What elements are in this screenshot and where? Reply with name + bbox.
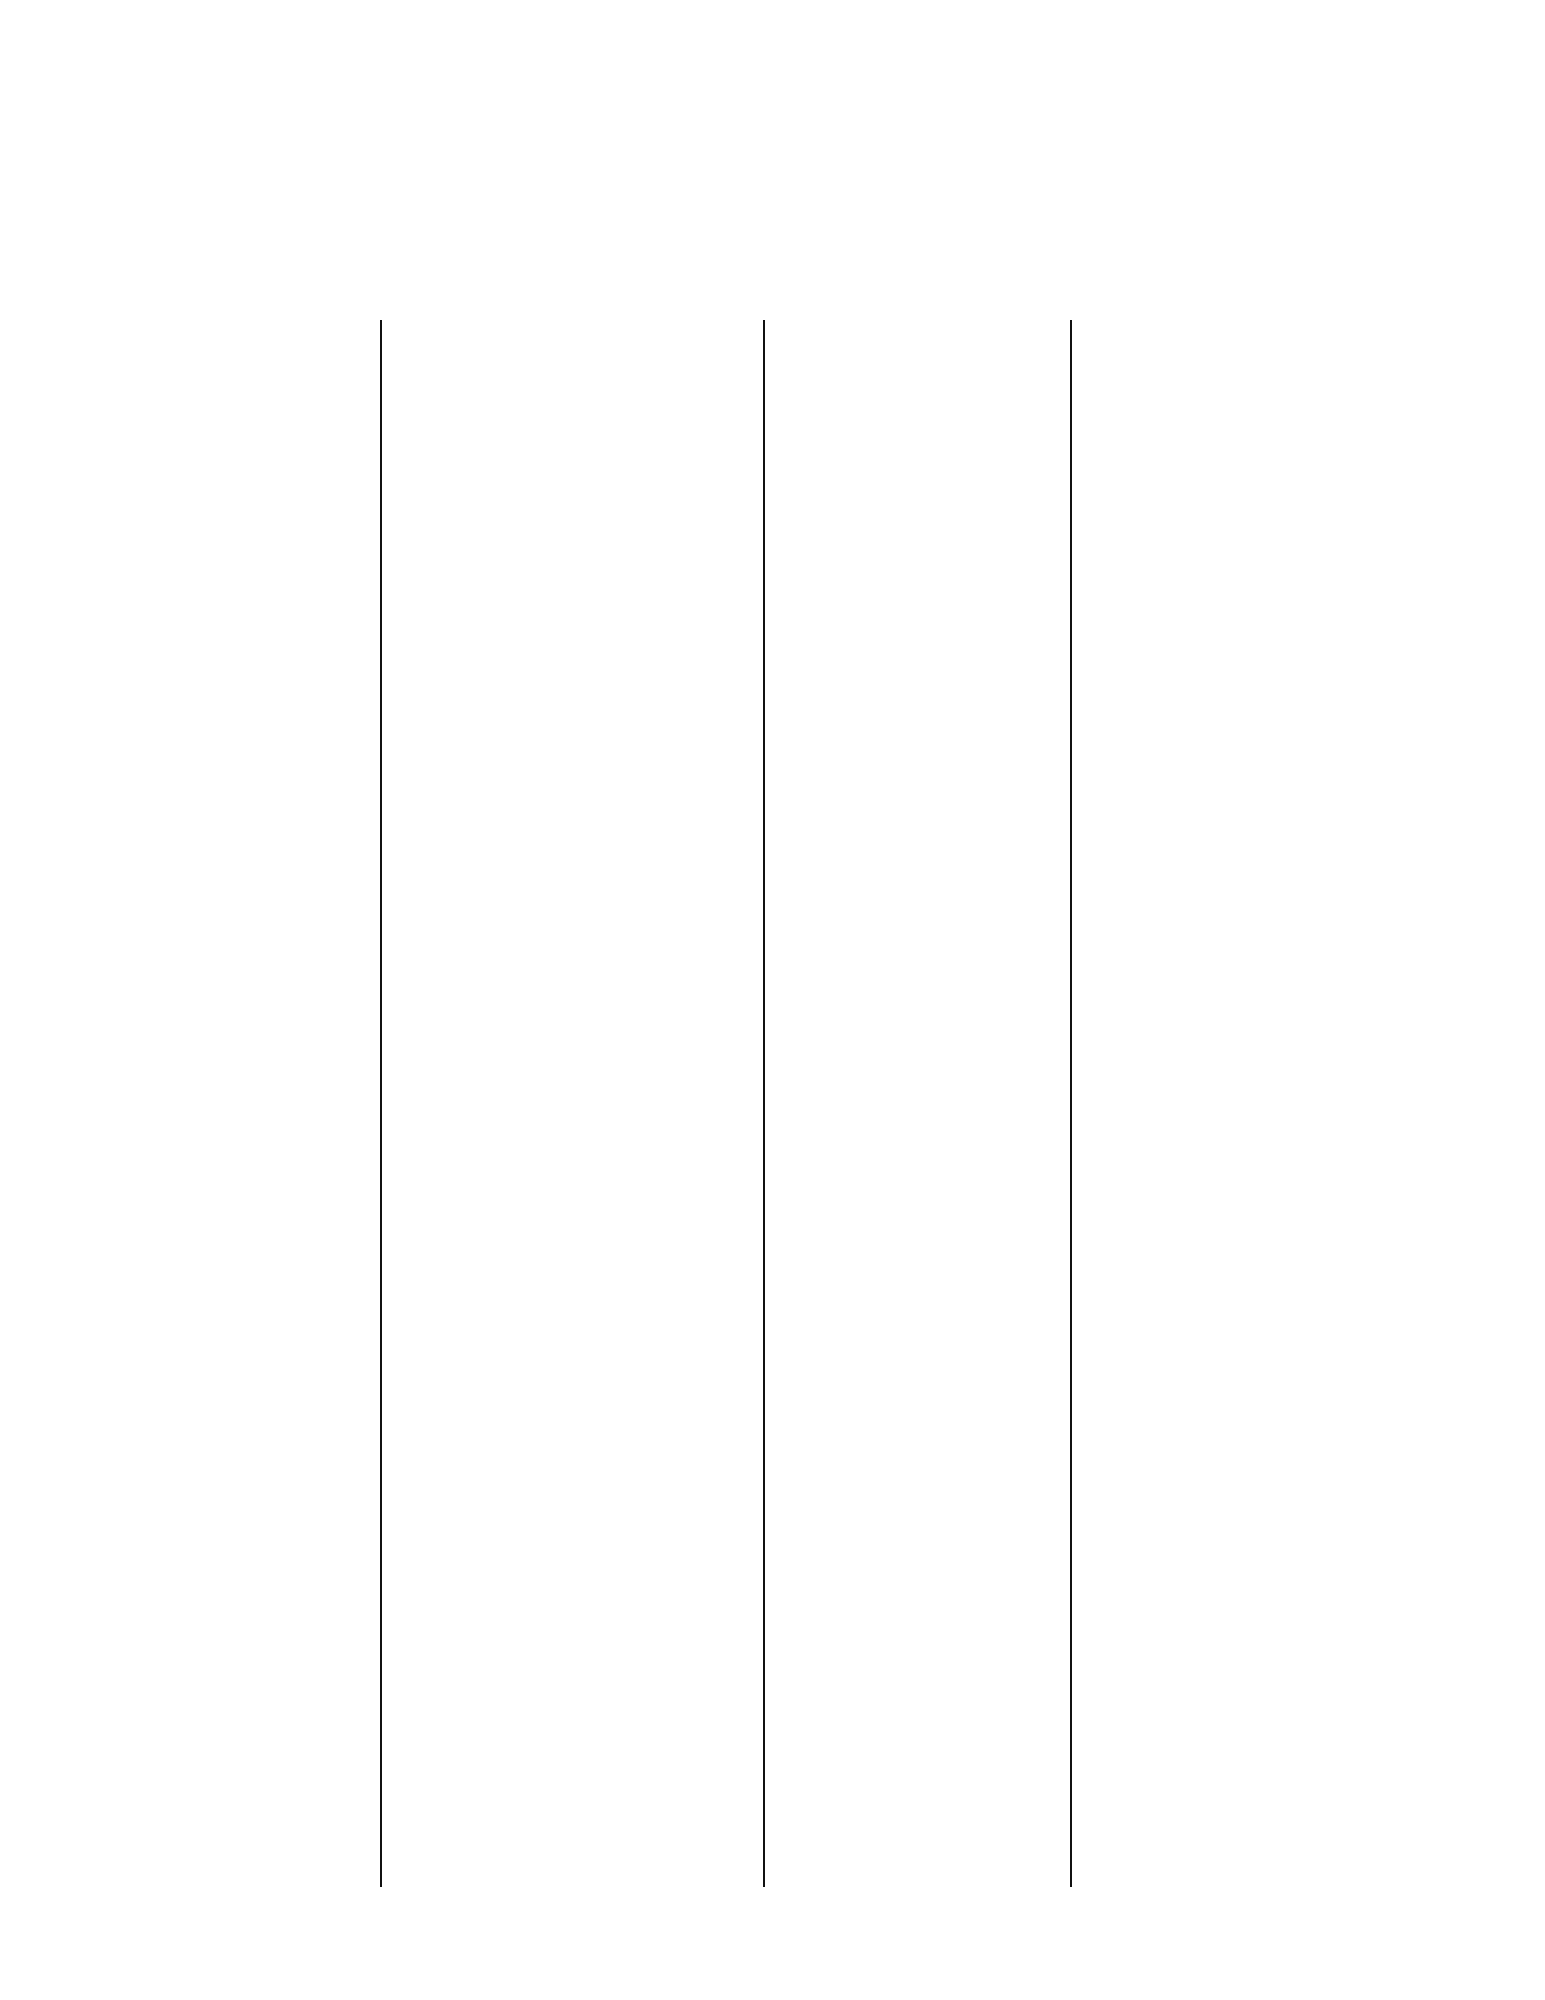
column-header-type <box>1070 238 1388 320</box>
column-header-date <box>156 238 381 320</box>
column-divider <box>380 320 382 1887</box>
table-header <box>156 238 1388 320</box>
column-header-description <box>381 238 763 320</box>
column-divider <box>763 320 765 1887</box>
column-header-amount <box>763 238 1070 320</box>
page-title <box>0 105 1545 205</box>
column-divider <box>1070 320 1072 1887</box>
